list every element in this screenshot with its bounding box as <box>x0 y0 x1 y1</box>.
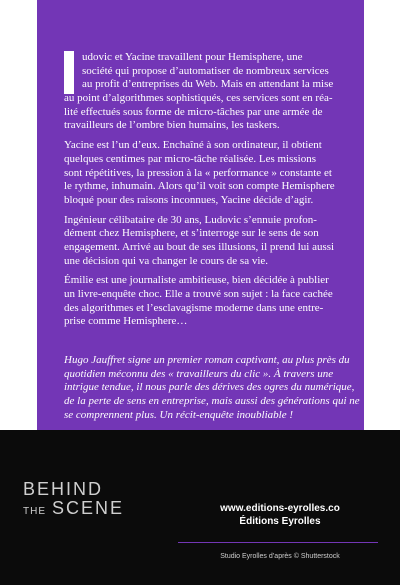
image-credit: Studio Eyrolles d’après © Shutterstock <box>220 553 340 560</box>
paragraph-yacine <box>64 139 364 207</box>
lead-lines <box>64 51 339 92</box>
publisher-info <box>210 502 350 528</box>
para-line: Ingénieur célibataire de 30 ans, Ludovic s’ennuie profon- <box>64 213 317 226</box>
para-line: le rythme, inhumain. Alors qu’il voit son compte Hemisphere <box>64 180 335 193</box>
blurb-line: de la perte de sens en entreprise, mais aussi des générations qui ne <box>64 395 360 408</box>
para-line: sont répétitives, la pression à la « performance » constante et <box>64 166 332 179</box>
paragraph-emilie <box>64 274 364 329</box>
publisher-name: Éditions Eyrolles <box>239 516 321 527</box>
para-line: prise comme Hemisphere… <box>64 315 188 328</box>
lead-paragraph <box>64 51 339 133</box>
para-line: engagement. Arrivé au bout de ses illusions, il prend lui aussi <box>64 240 335 253</box>
para-line: une décision qui va changer le cours de sa vie. <box>64 254 269 267</box>
behind-the-scene-logo <box>23 480 124 521</box>
para-line: bloqué pour des raisons inconnues, Yacine décide d’agir. <box>64 193 314 206</box>
website-link[interactable]: www.editions-eyrolles.co <box>220 503 340 514</box>
lead-line: société qui propose d’automatiser de nombreux services <box>82 64 329 77</box>
author-blurb <box>64 354 364 422</box>
para-line: Émilie est une journaliste ambitieuse, bien décidée à publier <box>64 274 329 287</box>
para-line: quelques centimes par micro-tâche réalisée. Les missions <box>64 152 316 165</box>
lead-line: lité effectués sous forme de micro-tâches par une armée de <box>64 105 323 118</box>
para-line: des algorithmes et l’esclavagisme moderne dans une entre- <box>64 301 324 314</box>
lead-line: udovic et Yacine travaillent pour Hemisphere, une <box>82 51 303 63</box>
footer-band <box>0 430 400 585</box>
blurb-line: intrigue tendue, il nous parle des dérives des ogres du numérique, <box>64 381 355 394</box>
para-line: dément chez Hemisphere, et s’interroge sur le sens de son <box>64 227 319 240</box>
summary-panel <box>37 0 364 430</box>
lead-line: au profit d’entreprises du Web. Mais en attendant la mise <box>82 78 334 91</box>
paragraph-ludovic <box>64 214 364 269</box>
logo-the: THE <box>23 506 46 517</box>
divider <box>178 542 378 543</box>
logo-top: BEHIND <box>23 479 104 499</box>
para-line: un livre-enquête choc. Elle a trouvé son sujet : la face cachée <box>64 288 333 300</box>
blurb-line: quotidien méconnu des « travailleurs du clic ». À travers une <box>64 367 334 380</box>
lead-lines-rest <box>64 92 339 133</box>
lead-line: travailleurs de l’ombre bien humains, les taskers. <box>64 119 280 132</box>
lead-line: au point d’algorithmes sophistiqués, ces services sont en réa- <box>64 92 333 105</box>
para-line: Yacine est l’un d’eux. Enchaîné à son ordinateur, il obtient <box>64 139 322 152</box>
logo-bottom: SCENE <box>52 498 125 518</box>
blurb-line: se comprennent plus. Un récit-enquête inoubliable ! <box>64 408 294 421</box>
blurb-line: Hugo Jauffret signe un premier roman captivant, au plus près du <box>64 354 350 367</box>
